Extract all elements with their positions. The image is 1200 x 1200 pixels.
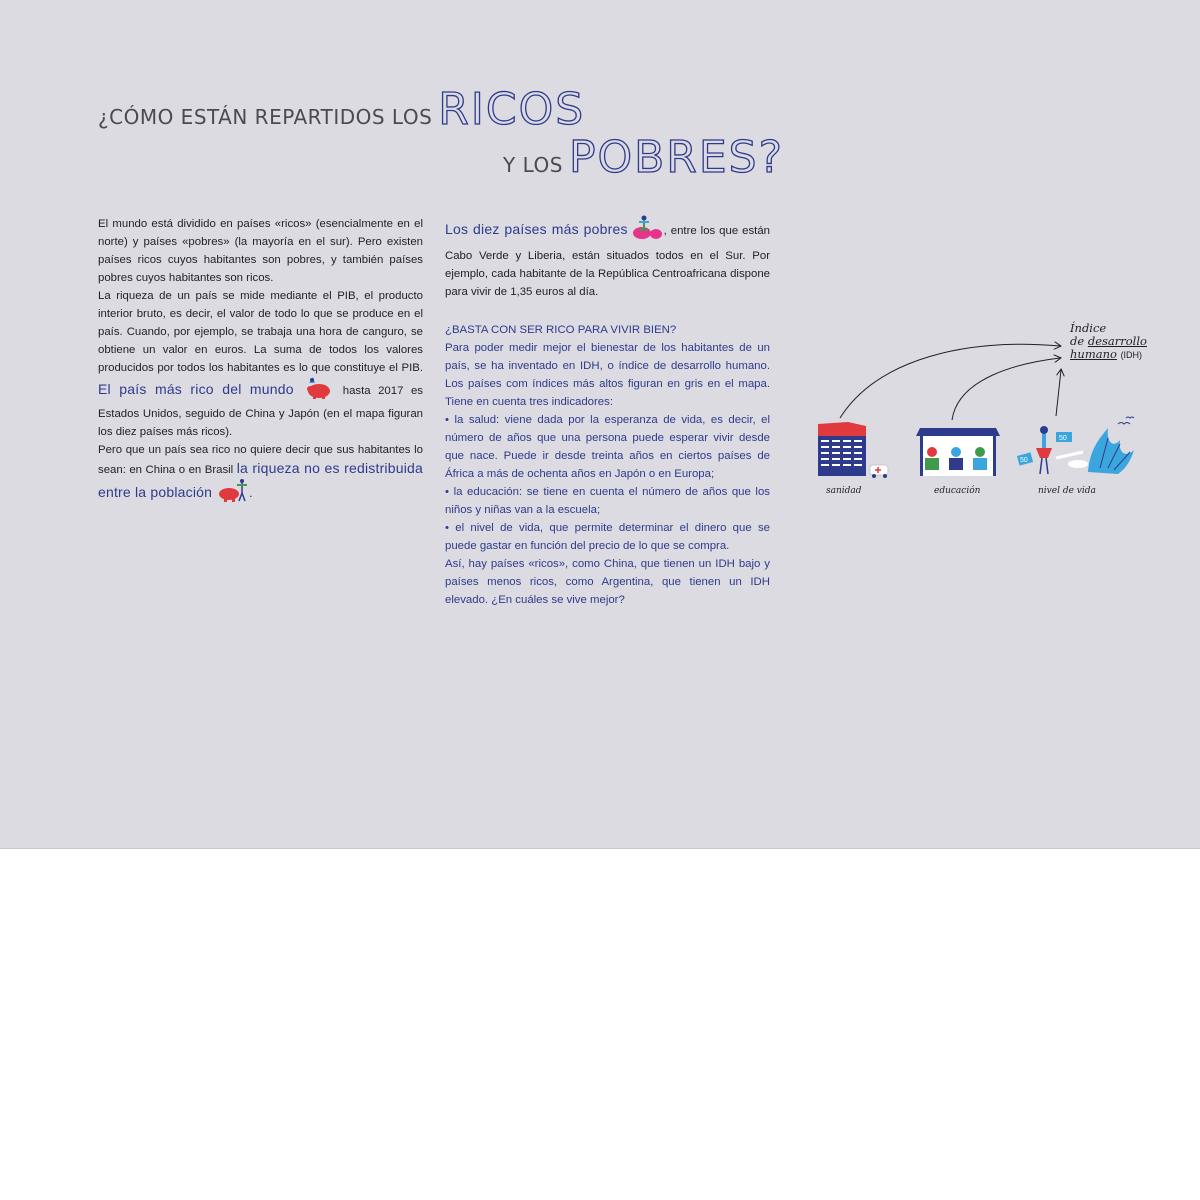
label-education: educación [934, 486, 981, 496]
idh-diagram [808, 318, 1168, 508]
poor-person-piggy-icon [628, 215, 664, 247]
piggy-bank-person-icon [215, 479, 249, 509]
highlight-redistribution: la riqueza no es redistribuida entre la población [98, 460, 423, 501]
title-small-1: ¿CÓMO ESTÁN REPARTIDOS LOS [98, 105, 433, 129]
hospital-icon [818, 422, 888, 478]
title-big-ricos: RICOS [438, 84, 586, 135]
paragraph-redistribution [98, 441, 423, 509]
idh-label-line-1: Índice [1070, 321, 1107, 335]
paragraph-intro: El mundo está dividido en países «ricos» (esencialmente en el norte) y países «pobres» (la mayoría en el sur). Pero existen países ricos cuyos habitantes son pobres, y también países pobres cuyos habitantes son ricos. [98, 218, 423, 284]
shopping-icon [1017, 417, 1134, 474]
title-line-2 [503, 132, 784, 183]
bullet-living-standard: • el nivel de vida, que permite determinar el dinero que se puede gastar en función del precio de lo que se compra. [445, 522, 770, 552]
price-tag-2: 50 [1020, 457, 1028, 464]
idh-label-line-2b: desarrollo [1087, 334, 1147, 348]
richest-country-text: hasta 2017 es Estados Unidos, seguido de China y Japón (en el mapa figuran los diez países más ricos). [98, 385, 423, 438]
highlight-richest-country: El país más rico del mundo [98, 381, 294, 398]
poorest-countries-text: , entre los que están Cabo Verde y Liberia, están situados todos en el Sur. Por ejemplo, cada habitante de la República Centroafricana dispone para vivir de 1,35 euros al día. [445, 225, 770, 298]
idh-label [1070, 322, 1147, 362]
paragraph-idh: Para poder medir mejor el bienestar de los habitantes de un país, se ha inventado en IDH, o índice de desarrollo humano. Los países com índices más altos figuran en gris en el mapa. Tiene en cuenta tres indicadores: [445, 342, 770, 408]
arrow-education [952, 358, 1060, 420]
idh-label-line-2a: de [1070, 334, 1085, 348]
paragraph-pib [98, 287, 423, 441]
title-small-2: Y LOS [503, 153, 563, 177]
title-big-pobres: POBRES? [568, 132, 784, 183]
text-column-1 [98, 215, 423, 509]
label-living-standard: nivel de vida [1038, 486, 1096, 496]
rich-piggy-bank-icon [301, 377, 335, 405]
paragraph-poorest [445, 215, 770, 301]
text-column-2 [445, 215, 770, 609]
bullet-education: • la educación: se tiene en cuenta el número de años que los niños y niñas van a la escuela; [445, 486, 770, 516]
school-icon [916, 428, 1000, 476]
title-line-1 [98, 84, 585, 135]
paragraph-conclusion: Así, hay países «ricos», como China, que tienen un IDH bajo y países menos ricos, como Argentina, que tienen un IDH elevado. ¿En cuáles se vive mejor? [445, 558, 770, 606]
idh-label-abbr: (IDH) [1120, 350, 1143, 360]
arrow-living [1056, 370, 1061, 416]
highlight-poorest-countries: Los diez países más pobres [445, 221, 628, 238]
price-tag-1: 50 [1059, 435, 1067, 442]
redistribution-end: . [249, 488, 253, 501]
idh-label-line-3: humano [1070, 347, 1117, 361]
label-health: sanidad [826, 486, 862, 496]
arrow-health [840, 344, 1060, 418]
redistribution-text: Pero que un país sea rico no quiere decir que sus habitantes lo sean: en China o en Brasil [98, 444, 423, 476]
pib-text: La riqueza de un país se mide mediante el PIB, el producto interior bruto, es decir, el valor de todo lo que se produce en el país. Cuando, por ejemplo, se trabaja una hora de canguro, se obtiene un valor en euros. La suma de todos los valores producidos por todos los habitantes es lo que constituye el PIB. [98, 290, 423, 374]
section-subheading: ¿BASTA CON SER RICO PARA VIVIR BIEN? [445, 324, 677, 336]
bullet-health: • la salud: viene dada por la esperanza de vida, es decir, el número de años que una persona puede esperar vivir desde que nace. Puede ir desde treinta años en ciertos países de África a más de ochenta años en Japón o en Europa; [445, 414, 770, 480]
